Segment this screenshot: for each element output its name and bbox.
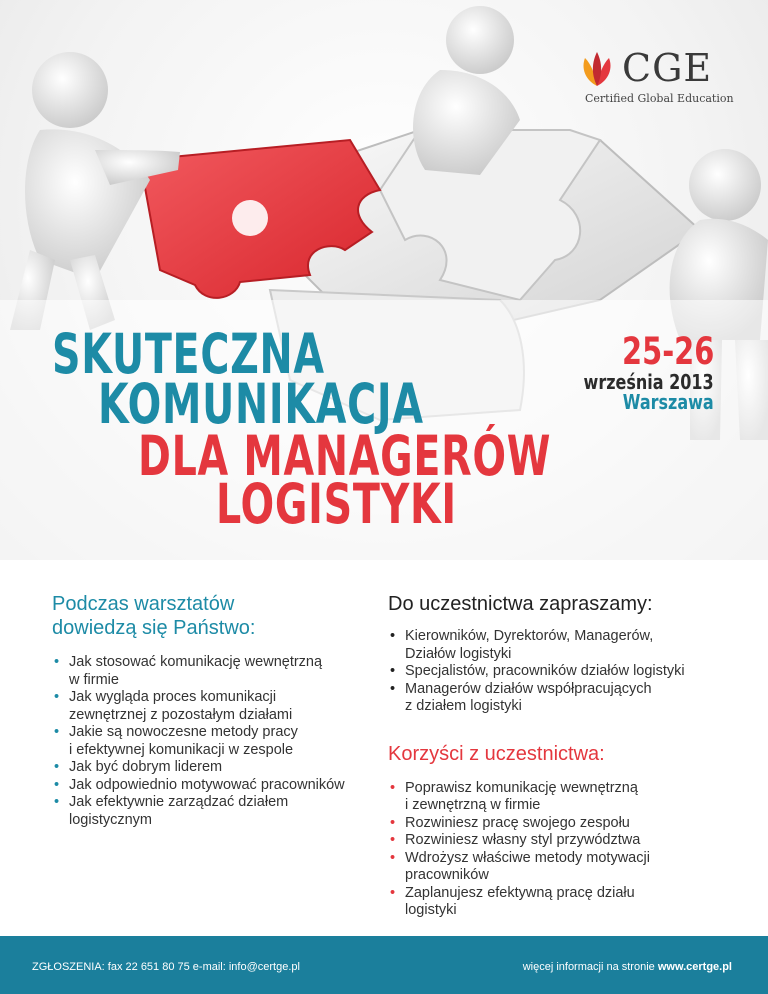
bullet-icon: • bbox=[54, 794, 60, 810]
learn-heading bbox=[52, 592, 382, 640]
bullet-icon: • bbox=[390, 779, 396, 796]
bullet-icon: • bbox=[390, 628, 396, 644]
list-item-line: Zaplanujesz efektywną pracę działu bbox=[405, 884, 635, 901]
bullet-icon: • bbox=[54, 724, 60, 740]
event-city: Warszawa bbox=[623, 390, 714, 414]
list-item-line: logistycznym bbox=[69, 811, 152, 828]
learn-heading-line-1: Podczas warsztatów bbox=[52, 593, 235, 615]
list-item-line: Specjalistów, pracowników działów logistyki bbox=[405, 663, 685, 679]
bullet-icon: • bbox=[390, 884, 396, 901]
brand-logo-name: CGE bbox=[622, 46, 713, 90]
list-item-line: Jak efektywnie zarządzać działem bbox=[69, 794, 289, 810]
list-item bbox=[388, 850, 728, 885]
invite-list bbox=[388, 628, 728, 716]
list-item-line: Jak być dobrym liderem bbox=[69, 759, 223, 775]
benefits-list bbox=[388, 780, 728, 920]
list-item bbox=[52, 689, 382, 724]
learn-list bbox=[52, 654, 382, 829]
puzzle-knob bbox=[232, 200, 268, 236]
list-item-line: pracowników bbox=[405, 867, 489, 883]
footer-bar bbox=[0, 936, 768, 994]
list-item-line: w firmie bbox=[69, 671, 119, 688]
bullet-icon: • bbox=[390, 680, 396, 697]
brand-tagline: Certified Global Education bbox=[585, 92, 734, 105]
list-item bbox=[52, 724, 382, 759]
list-item-line: zewnętrznej z pozostałym działami bbox=[69, 706, 293, 723]
title-line-2: KOMUNIKACJA bbox=[98, 372, 424, 436]
list-item-line: Jak odpowiednio motywować pracowników bbox=[69, 776, 345, 793]
list-item-line: Jakie są nowoczesne metody pracy bbox=[69, 724, 298, 740]
list-item-line: z działem logistyki bbox=[405, 698, 522, 714]
bullet-icon: • bbox=[390, 814, 396, 831]
learn-section bbox=[52, 592, 382, 829]
list-item-line: i zewnętrzną w firmie bbox=[405, 797, 541, 813]
footer-website-link[interactable]: www.certge.pl bbox=[657, 961, 732, 973]
title-line-3: DLA MANAGERÓW bbox=[138, 424, 552, 488]
learn-heading-line-2: dowiedzą się Państwo: bbox=[52, 617, 256, 639]
bullet-icon: • bbox=[54, 759, 60, 775]
bullet-icon: • bbox=[390, 849, 396, 866]
list-item bbox=[52, 794, 382, 829]
list-item-line: Kierowników, Dyrektorów, Managerów, bbox=[405, 628, 654, 644]
list-item-line: Rozwiniesz własny styl przywództwa bbox=[405, 832, 641, 848]
list-item-line: Jak stosować komunikację wewnętrzną bbox=[69, 654, 323, 670]
list-item-line: logistyki bbox=[405, 902, 457, 918]
list-item bbox=[52, 759, 382, 777]
list-item bbox=[52, 777, 382, 795]
list-item bbox=[388, 681, 728, 716]
list-item bbox=[52, 654, 382, 689]
invite-section bbox=[388, 592, 728, 920]
list-item bbox=[388, 832, 728, 850]
list-item bbox=[388, 885, 728, 920]
title-line-1: SKUTECZNA bbox=[52, 322, 325, 386]
bullet-icon: • bbox=[54, 654, 60, 670]
list-item-line: Jak wygląda proces komunikacji bbox=[69, 689, 277, 705]
list-item bbox=[388, 780, 728, 815]
event-month-year: września 2013 bbox=[583, 370, 714, 394]
footer-more-info bbox=[523, 961, 732, 973]
footer-contact: ZGŁOSZENIA: fax 22 651 80 75 e-mail: info@certge.pl bbox=[32, 961, 300, 973]
lotus-logo-icon bbox=[577, 50, 617, 90]
list-item-line: Wdrożysz właściwe metody motywacji bbox=[405, 849, 650, 866]
bullet-icon: • bbox=[390, 832, 396, 848]
bullet-icon: • bbox=[54, 776, 60, 793]
footer-more-prefix: więcej informacji na stronie bbox=[522, 961, 658, 973]
event-days: 25-26 bbox=[621, 330, 714, 373]
list-item-line: Działów logistyki bbox=[405, 645, 512, 662]
title-line-4: LOGISTYKI bbox=[216, 472, 457, 536]
benefits-heading: Korzyści z uczestnictwa: bbox=[388, 742, 605, 765]
list-item bbox=[388, 663, 728, 681]
list-item-line: Poprawisz komunikację wewnętrzną bbox=[405, 779, 638, 796]
list-item bbox=[388, 628, 728, 663]
invite-heading: Do uczestnictwa zapraszamy: bbox=[388, 593, 653, 615]
list-item-line: i efektywnej komunikacji w zespole bbox=[69, 741, 294, 758]
bullet-icon: • bbox=[54, 689, 60, 705]
list-item-line: Managerów działów współpracujących bbox=[405, 680, 652, 697]
list-item bbox=[388, 815, 728, 833]
list-item-line: Rozwiniesz pracę swojego zespołu bbox=[405, 814, 630, 831]
bullet-icon: • bbox=[390, 663, 396, 679]
